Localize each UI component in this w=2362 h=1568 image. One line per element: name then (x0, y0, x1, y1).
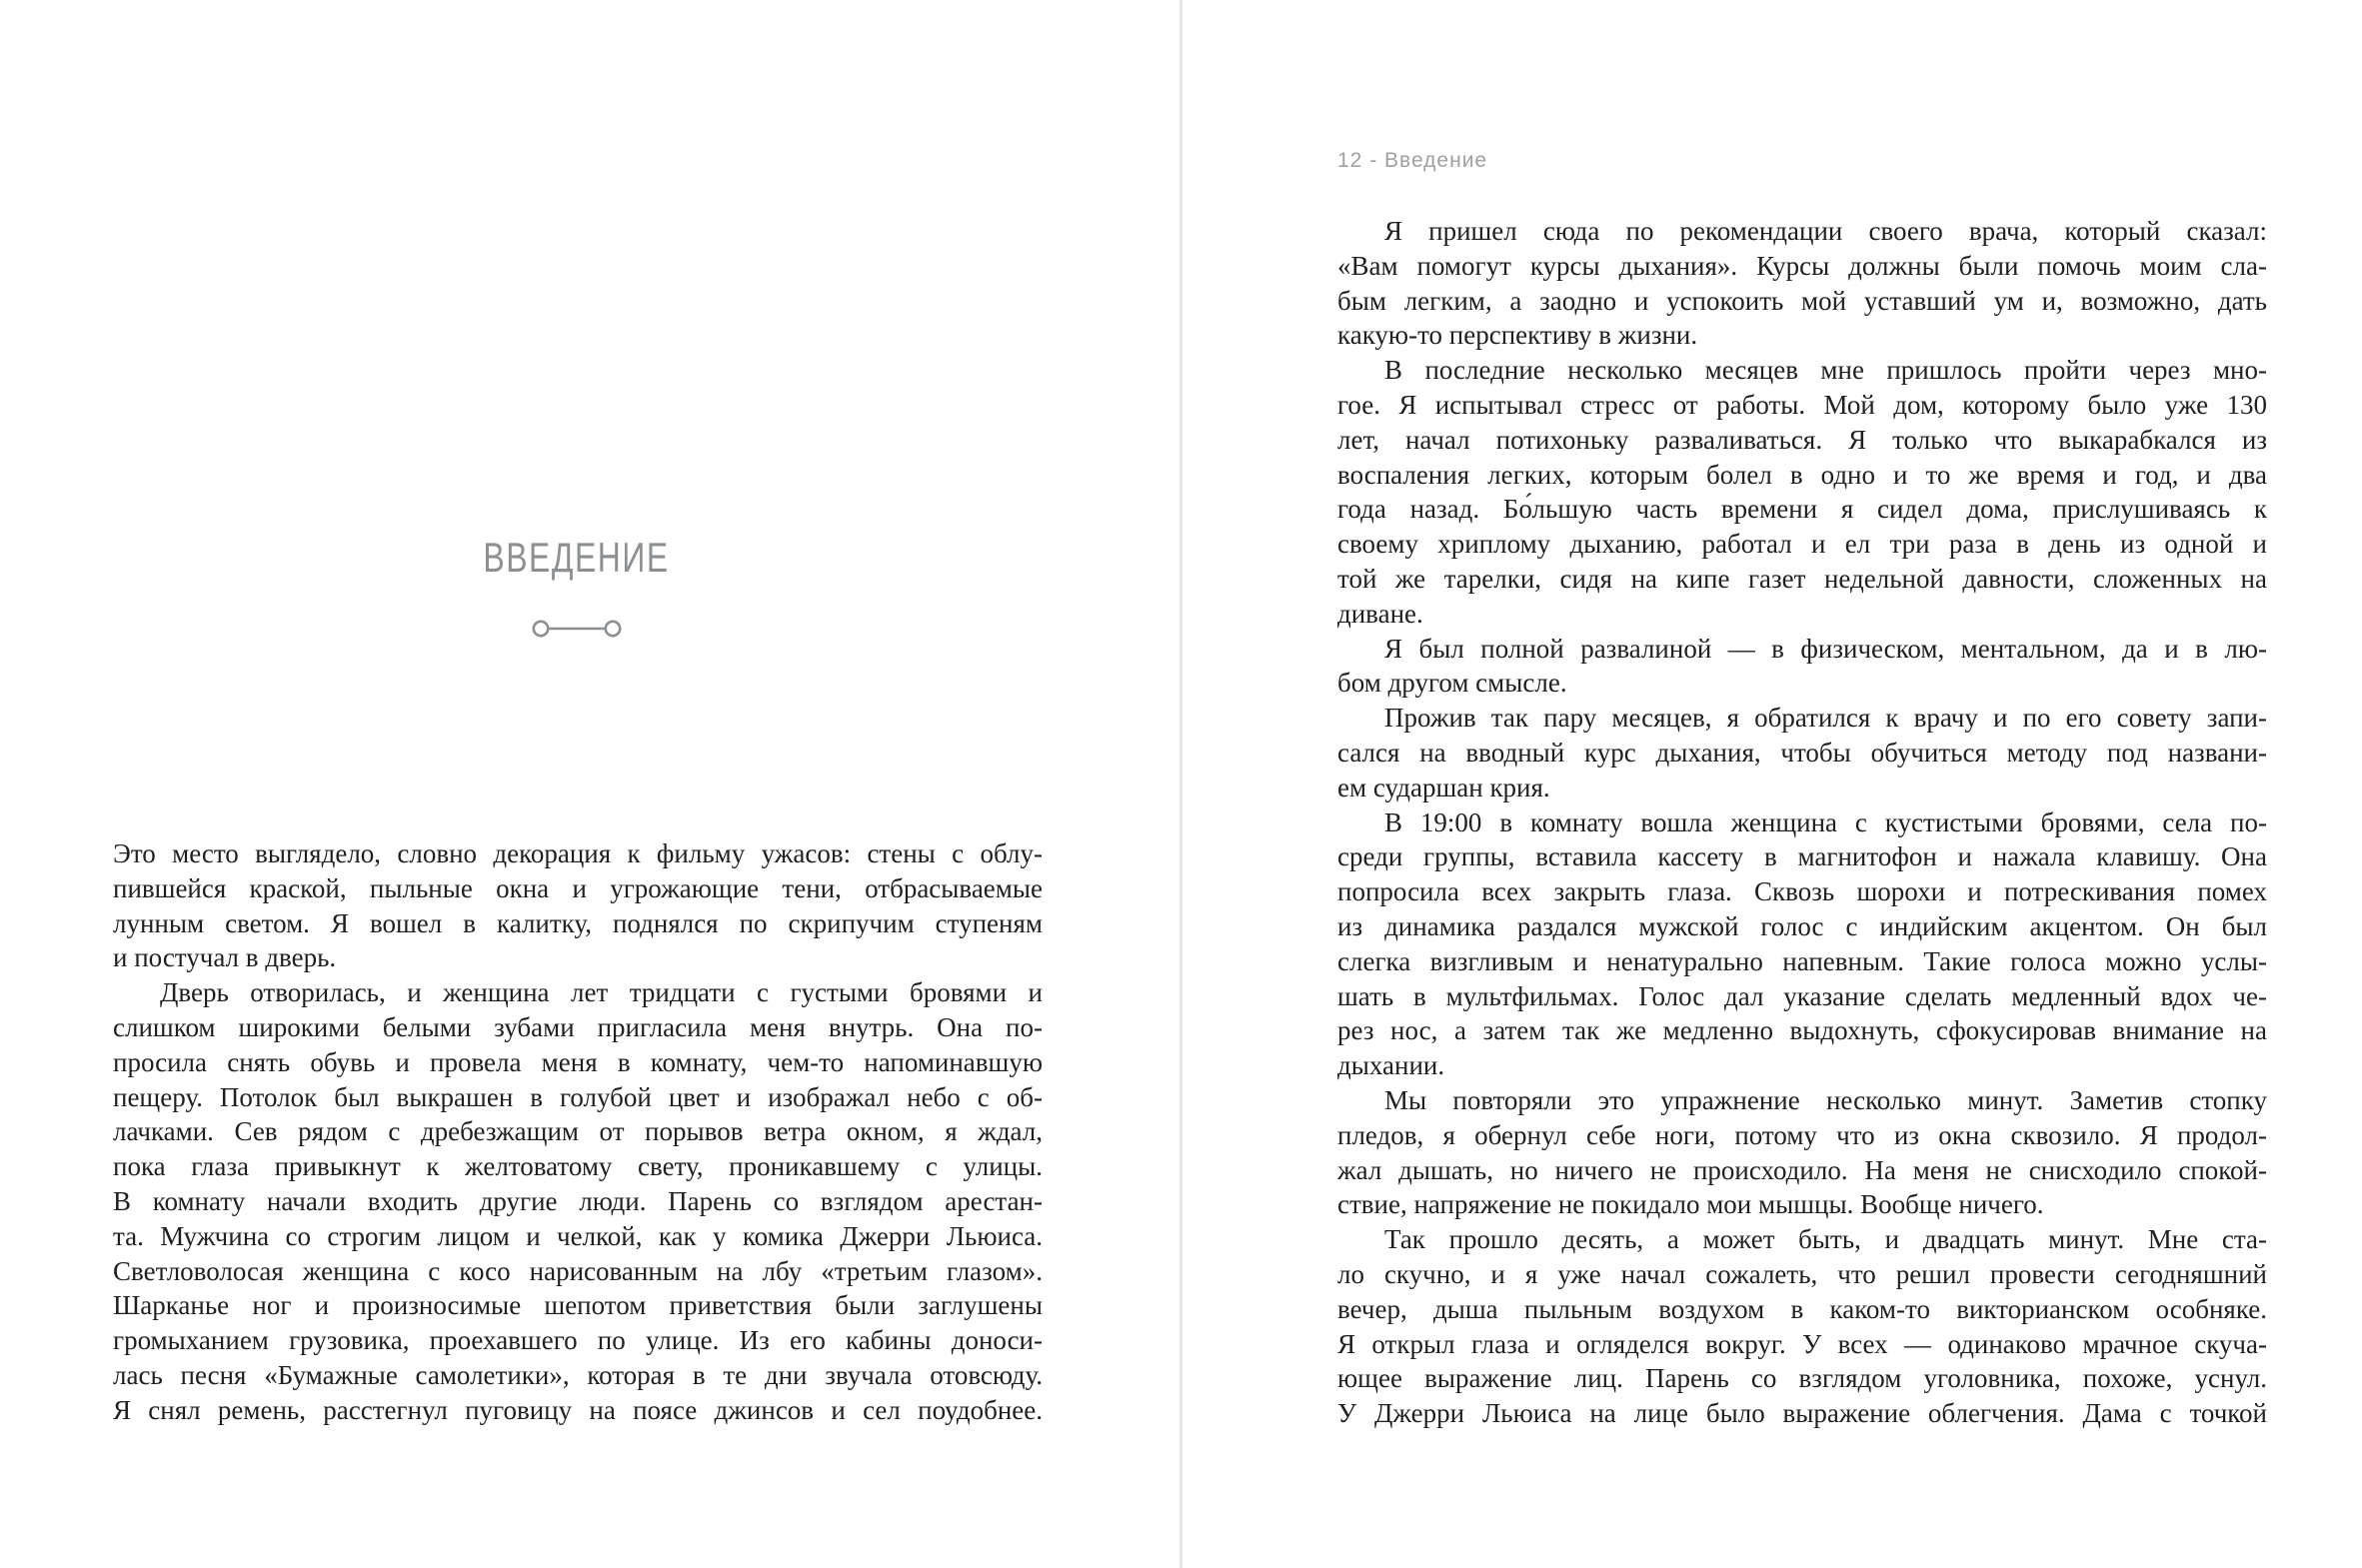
paragraph (1337, 632, 2267, 702)
body-text-line: та. Мужчина со строгим лицом и челкой, как у комика Джерри Льюиса. (113, 1220, 1043, 1251)
body-text-line: Шарканье ног и произносимые шепотом приветствия были заглушены (113, 1290, 1043, 1321)
body-text-line: Я пришел сюда по рекомендации своего врача, который сказал: (1384, 216, 2267, 246)
body-text-line: своему хриплому дыханию, работал и ел три раза в день из одной и (1337, 529, 2267, 560)
body-text-line: рез нос, а затем так же медленно выдохнуть, сфокусировав внимание на (1337, 1015, 2267, 1046)
running-header: 12 - Введение (1337, 149, 1488, 172)
left-page-body (113, 836, 1043, 1428)
body-text-line: пившейся краской, пыльные окна и угрожающие тени, отбрасываемые (113, 872, 1043, 903)
body-text-line: У Джерри Льюиса на лице было выражение облегчения. Дама с точкой (1337, 1398, 2267, 1429)
body-text-line: среди группы, вставила кассету в магнитофон и нажала клавишу. Она (1337, 841, 2267, 872)
body-text-line: ло скучно, и я уже начал сожалеть, что решил провести сегодняшний (1337, 1258, 2267, 1289)
chapter-ornament-icon (113, 618, 1041, 640)
paragraph (1337, 1222, 2267, 1431)
body-text-line: слегка визгливым и ненатурально напевным. Такие голоса можно услы- (1337, 945, 2267, 976)
body-text-line: дыхании. (1337, 1050, 1445, 1081)
body-text-line: вечер, дыша пыльным воздухом в каком-то викторианском особняке. (1337, 1293, 2267, 1324)
body-text-line: бым легким, а заодно и успокоить мой уставший ум и, возможно, дать (1337, 285, 2267, 316)
body-text-line: той же тарелки, сидя на кипе газет недельной давности, сложенных на (1337, 563, 2267, 594)
paragraph (113, 975, 1043, 1427)
body-text-line: Я снял ремень, расстегнул пуговицу на поясе джинсов и сел поудобнее. (113, 1394, 1043, 1425)
right-page-body (1337, 214, 2267, 1431)
body-text-line: лет, начал потихоньку разваливаться. Я только что выкарабкался из (1337, 424, 2267, 455)
body-text-line: жал дышать, но ничего не происходило. На меня не снисходило спокой- (1337, 1154, 2267, 1185)
body-text-line: года назад. Бо́льшую часть времени я сидел дома, прислушиваясь к (1337, 494, 2267, 525)
paragraph (1337, 214, 2267, 353)
body-text-line: Светловолосая женщина с косо нарисованным на лбу «третьим глазом». (113, 1255, 1043, 1286)
body-text-line: лачками. Сев рядом с дребезжащим от порывов ветра окном, я ждал, (113, 1116, 1043, 1147)
body-text-line: Это место выглядело, словно декорация к фильму ужасов: стены с облу- (113, 838, 1043, 868)
body-text-line: и постучал в дверь. (113, 942, 337, 973)
body-text-line: из динамика раздался мужской голос с индийским акцентом. Он был (1337, 910, 2267, 941)
body-text-line: лась песня «Бумажные самолетики», которая в те дни звучала отовсюду. (113, 1359, 1043, 1390)
body-text-line: ем сударшан крия. (1337, 772, 1550, 802)
body-text-line: сался на вводный курс дыхания, чтобы обучиться методу под названи- (1337, 737, 2267, 768)
body-text-line: громыханием грузовика, проехавшего по улице. Из его кабины доноси- (113, 1325, 1043, 1356)
paragraph (113, 836, 1043, 975)
body-text-line: «Вам помогут курсы дыхания». Курсы должны были помочь моим сла- (1337, 250, 2267, 281)
body-text-line: В последние несколько месяцев мне пришлось пройти через мно- (1384, 355, 2267, 386)
body-text-line: Дверь отворилась, и женщина лет тридцати с густыми бровями и (160, 977, 1043, 1008)
body-text-line: гое. Я испытывал стресс от работы. Мой дом, которому было уже 130 (1337, 389, 2267, 420)
body-text-line: пещеру. Потолок был выкрашен в голубой цвет и изображал небо с об- (113, 1081, 1043, 1112)
body-text-line: лунным светом. Я вошел в калитку, поднялся по скрипучим ступеням (113, 907, 1043, 938)
body-text-line: Так прошло десять, а может быть, и двадцать минут. Мне ста- (1384, 1224, 2267, 1255)
body-text-line: воспаления легких, которым болел в одно и то же время и год, и два (1337, 459, 2267, 490)
body-text-line: просила снять обувь и провела меня в комнату, чем-то напоминавшую (113, 1046, 1043, 1077)
body-text-line: какую-то перспективу в жизни. (1337, 320, 1698, 351)
body-text-line: ющее выражение лиц. Парень со взглядом уголовника, похоже, уснул. (1337, 1363, 2267, 1394)
body-text-line: Я был полной развалиной — в физическом, ментальном, да и в лю- (1384, 633, 2267, 664)
body-text-line: В 19:00 в комнату вошла женщина с кустистыми бровями, села по- (1384, 806, 2267, 837)
body-text-line: шать в мультфильмах. Голос дал указание сделать медленный вдох че- (1337, 980, 2267, 1011)
paragraph (1337, 353, 2267, 631)
paragraph (1337, 805, 2267, 1083)
body-text-line: Мы повторяли это упражнение несколько минут. Заметив стопку (1384, 1084, 2267, 1115)
paragraph (1337, 701, 2267, 804)
body-text-line: диване. (1337, 598, 1423, 629)
body-text-line: Я открыл глаза и огляделся вокруг. У всех — одинаково мрачное скуча- (1337, 1328, 2267, 1359)
chapter-title-text: ВВЕДЕНИЕ (483, 534, 671, 581)
body-text-line: В комнату начали входить другие люди. Парень со взглядом арестан- (113, 1185, 1043, 1216)
body-text-line: Прожив так пару месяцев, я обратился к врачу и по его совету запи- (1384, 703, 2267, 734)
body-text-line: пока глаза привыкнут к желтоватому свету, проникавшему с улицы. (113, 1151, 1043, 1182)
page-gutter-divider (1180, 0, 1182, 1568)
body-text-line: ствие, напряжение не покидало мои мышцы. Вообще ничего. (1337, 1189, 2044, 1220)
chapter-title (113, 536, 1041, 580)
body-text-line: слишком широкими белыми зубами пригласила меня внутрь. Она по- (113, 1011, 1043, 1042)
paragraph (1337, 1083, 2267, 1222)
body-text-line: попросила всех закрыть глаза. Сквозь шорохи и потрескивания помех (1337, 876, 2267, 907)
body-text-line: пледов, я обернул себе ноги, потому что из окна сквозило. Я продол- (1337, 1119, 2267, 1150)
body-text-line: бом другом смысле. (1337, 668, 1567, 699)
